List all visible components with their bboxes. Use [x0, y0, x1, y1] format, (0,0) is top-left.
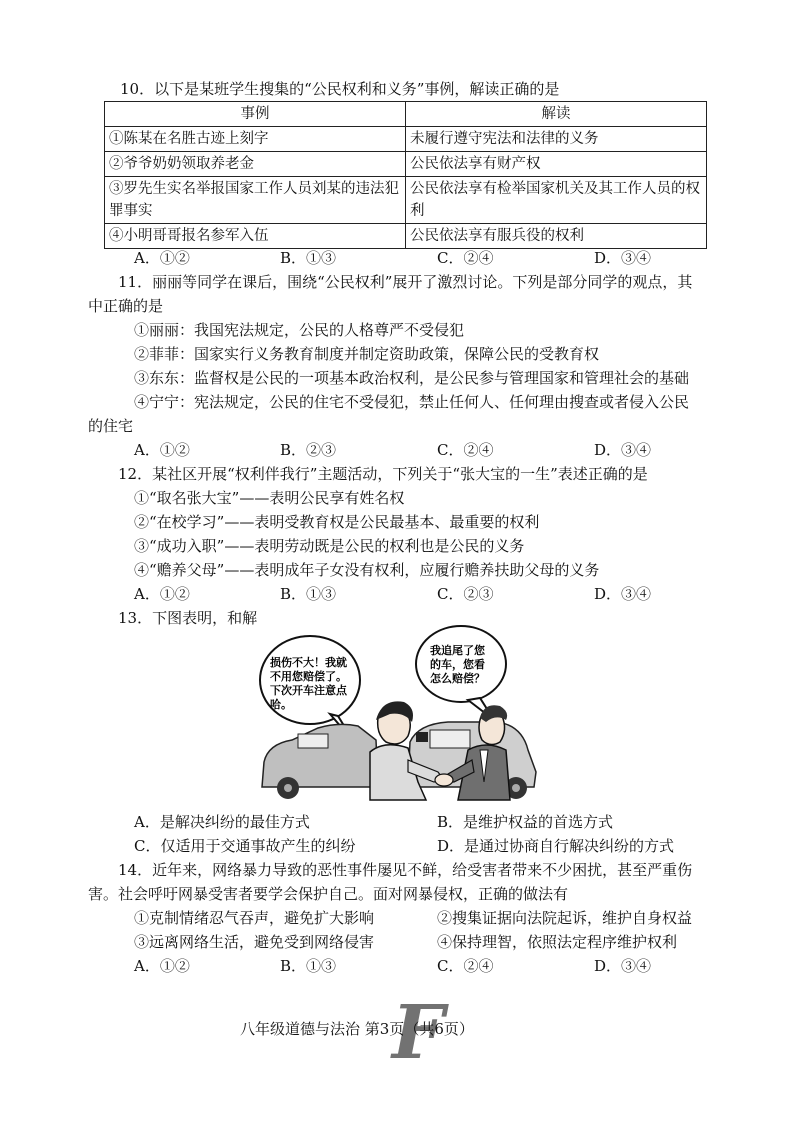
q14-item-2: ②搜集证据向法院起诉，维护自身权益	[437, 909, 693, 927]
q10-option-b: B．①③	[280, 249, 337, 267]
q10-stem: 10．以下是某班学生搜集的“公民权利和义务”事例，解读正确的是	[120, 80, 560, 98]
q10-table	[104, 101, 707, 249]
bubble-left-line: 哈。	[270, 698, 292, 711]
watermark-letter: F	[392, 990, 445, 1076]
q14-option-b: B．①③	[280, 957, 337, 975]
q12-stem: 12．某社区开展“权利伴我行”主题活动，下列关于“张大宝的一生”表述正确的是	[118, 465, 648, 483]
bubble-right-line: 怎么赔偿？	[430, 672, 485, 685]
q14-stem-line2: 害。社会呼吁网暴受害者要学会保护自己。面对网暴侵权，正确的做法有	[88, 885, 569, 903]
bubble-right-line: 的车，您看	[430, 658, 485, 671]
q12-item-2: ②“在校学习”——表明受教育权是公民最基本、最重要的权利	[134, 513, 540, 531]
q10-option-a: A．①②	[134, 249, 190, 267]
q11-option-d: D．③④	[594, 441, 652, 459]
q11-stem-line1: 11．丽丽等同学在课后，围绕“公民权利”展开了激烈讨论。下列是部分同学的观点，其	[118, 273, 693, 291]
q12-option-a: A．①②	[134, 585, 190, 603]
q11-item-2: ②菲菲：国家实行义务教育制度并制定资助政策，保障公民的受教育权	[134, 345, 600, 363]
table-header-cell: 解读	[406, 102, 707, 127]
q11-item-1: ①丽丽：我国宪法规定，公民的人格尊严不受侵犯	[134, 321, 465, 339]
q11-option-b: B．②③	[280, 441, 337, 459]
q10-option-d: D．③④	[594, 249, 652, 267]
q12-option-d: D．③④	[594, 585, 652, 603]
q13-option-b: B．是维护权益的首选方式	[437, 813, 614, 831]
table-cell: ③罗先生实名举报国家工作人员刘某的违法犯罪事实	[105, 177, 406, 224]
table-cell: 公民依法享有财产权	[406, 152, 707, 177]
table-cell: 公民依法享有检举国家机关及其工作人员的权利	[406, 177, 707, 224]
bubble-right-line: 我追尾了您	[430, 644, 485, 657]
q13-option-d: D．是通过协商自行解决纠纷的方式	[437, 837, 675, 855]
table-cell: ①陈某在名胜古迹上刻字	[105, 127, 406, 152]
q13-cartoon	[258, 622, 554, 802]
handshake	[435, 774, 453, 786]
page-footer: 八年级道德与法治 第3页（共6页）	[240, 1020, 474, 1038]
table-header-row	[105, 102, 707, 127]
q12-item-3: ③“成功入职”——表明劳动既是公民的权利也是公民的义务	[134, 537, 525, 555]
table-row	[105, 152, 707, 177]
q14-item-1: ①克制情绪忍气吞声，避免扩大影响	[134, 909, 375, 927]
q13-option-a: A．是解决纠纷的最佳方式	[134, 813, 310, 831]
table-cell: 未履行遵守宪法和法律的义务	[406, 127, 707, 152]
table-header-cell: 事例	[105, 102, 406, 127]
q10-option-c: C．②④	[437, 249, 494, 267]
bubble-left-line: 下次开车注意点	[270, 684, 347, 697]
table-row	[105, 177, 707, 224]
table-row	[105, 127, 707, 152]
q12-item-4: ④“赡养父母”——表明成年子女没有权利，应履行赡养扶助父母的义务	[134, 561, 600, 579]
q14-stem-line1: 14．近年来，网络暴力导致的恶性事件屡见不鲜，给受害者带来不少困扰，甚至严重伤	[118, 861, 693, 879]
q11-option-c: C．②④	[437, 441, 494, 459]
q12-option-b: B．①③	[280, 585, 337, 603]
q13-option-c: C．仅适用于交通事故产生的纠纷	[134, 837, 356, 855]
q14-item-3: ③远离网络生活，避免受到网络侵害	[134, 933, 375, 951]
table-cell: 公民依法享有服兵役的权利	[406, 224, 707, 249]
bubble-left-line: 损伤不大！我就	[270, 656, 347, 669]
q14-item-4: ④保持理智，依照法定程序维护权利	[437, 933, 678, 951]
q11-option-a: A．①②	[134, 441, 190, 459]
table-cell: ②爷爷奶奶领取养老金	[105, 152, 406, 177]
q11-item-4: ④宁宁：宪法规定，公民的住宅不受侵犯，禁止任何人、任何理由搜查或者侵入公民	[134, 393, 690, 411]
q14-option-d: D．③④	[594, 957, 652, 975]
bubble-left-line: 不用您赔偿了。	[270, 670, 347, 683]
q12-option-c: C．②③	[437, 585, 494, 603]
q13-stem: 13．下图表明，和解	[118, 609, 258, 627]
q11-item-4-cont: 的住宅	[88, 417, 134, 435]
q11-item-3: ③东东：监督权是公民的一项基本政治权利，是公民参与管理国家和管理社会的基础	[134, 369, 690, 387]
car-left	[262, 724, 378, 799]
q11-stem-line2: 中正确的是	[88, 297, 164, 315]
q14-option-a: A．①②	[134, 957, 190, 975]
table-row	[105, 224, 707, 249]
q14-option-c: C．②④	[437, 957, 494, 975]
table-cell: ④小明哥哥报名参军入伍	[105, 224, 406, 249]
q12-item-1: ①“取名张大宝”——表明公民享有姓名权	[134, 489, 405, 507]
